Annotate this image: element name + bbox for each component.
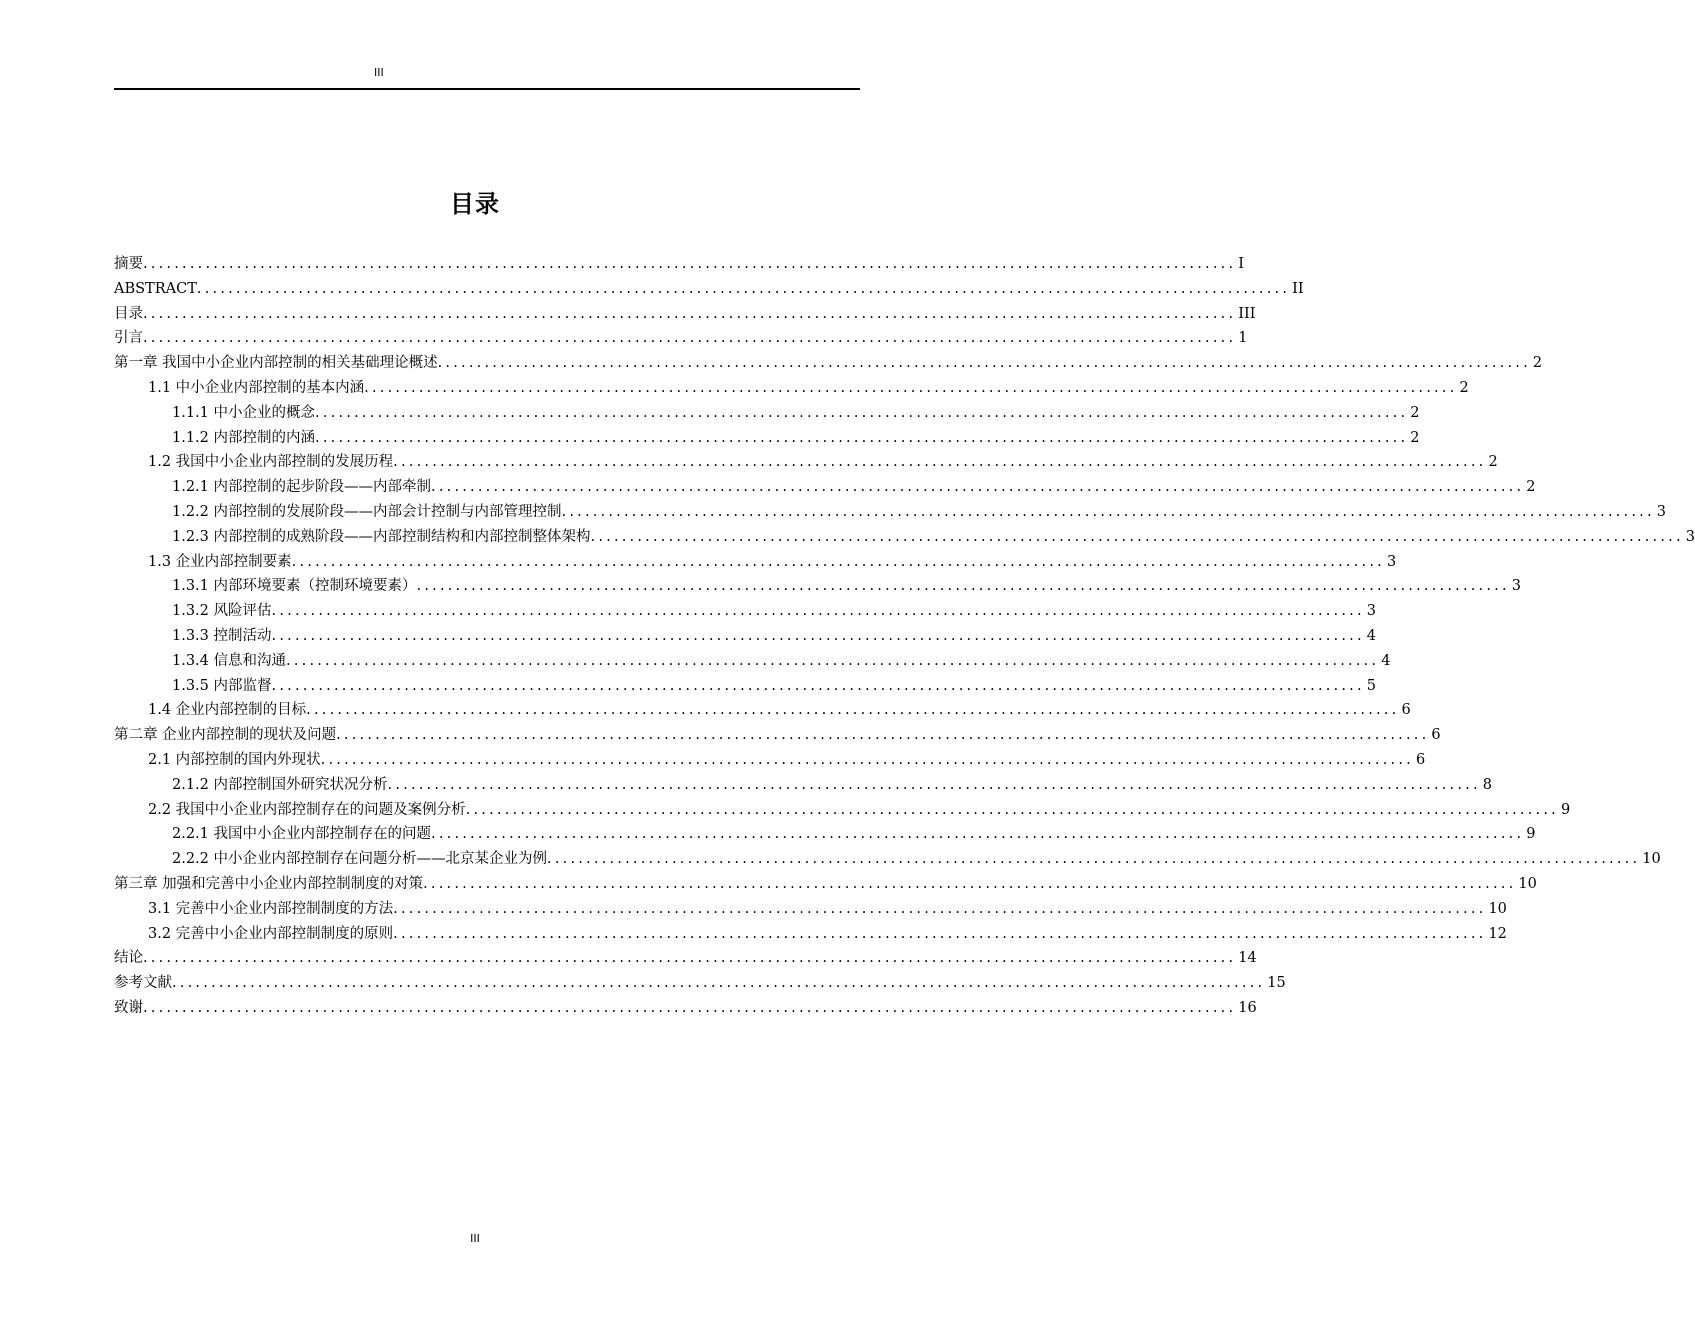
toc-leader-dots: ............................................................................................................................................ bbox=[393, 454, 1487, 471]
toc-entry[interactable] bbox=[114, 302, 1256, 327]
toc-entry-page: 2 bbox=[1488, 454, 1498, 471]
toc-entry[interactable] bbox=[114, 773, 1493, 798]
toc-entry-label: 1.3.1 内部环境要素（控制环境要素） bbox=[172, 578, 417, 595]
toc-entry-label: 1.3.3 控制活动 bbox=[172, 627, 272, 644]
toc-leader-dots: ............................................................................................................................................ bbox=[315, 429, 1409, 446]
toc-entry-page: 6 bbox=[1415, 751, 1426, 768]
toc-entry-page: 1 bbox=[1238, 330, 1248, 347]
toc-entry-page: 9 bbox=[1526, 826, 1536, 843]
toc-entry-label: 致谢 bbox=[114, 999, 143, 1016]
toc-entry-page: 10 bbox=[1518, 875, 1537, 892]
toc-entry[interactable] bbox=[114, 475, 1536, 500]
toc-entry-page: 15 bbox=[1267, 975, 1286, 992]
toc-entry[interactable] bbox=[114, 277, 1304, 302]
toc-entry-label: 第二章 企业内部控制的现状及问题 bbox=[114, 727, 337, 744]
toc-entry-page: 5 bbox=[1366, 677, 1377, 694]
toc-leader-dots: ............................................................................................................................................ bbox=[306, 702, 1400, 719]
toc-entry[interactable] bbox=[114, 922, 1507, 947]
toc-leader-dots: ............................................................................................................................................ bbox=[271, 603, 1365, 620]
page-header bbox=[114, 64, 860, 90]
toc-entry-label: 引言 bbox=[114, 330, 143, 347]
toc-leader-dots: ............................................................................................................................................ bbox=[393, 925, 1487, 942]
toc-entry-label: 1.3 企业内部控制要素 bbox=[148, 553, 292, 570]
toc-entry[interactable] bbox=[114, 624, 1377, 649]
toc-entry-page: 8 bbox=[1482, 776, 1493, 793]
header-page-label: III bbox=[374, 66, 384, 79]
toc-entry-page: 2 bbox=[1526, 479, 1536, 496]
toc-entry-label: 2.1 内部控制的国内外现状 bbox=[148, 751, 321, 768]
toc-leader-dots: ............................................................................................................................................ bbox=[590, 528, 1684, 545]
toc-entry-label: 1.2 我国中小企业内部控制的发展历程 bbox=[148, 454, 394, 471]
toc-entry[interactable] bbox=[114, 723, 1441, 748]
toc-entry-page: 12 bbox=[1488, 925, 1507, 942]
toc-entry[interactable] bbox=[114, 847, 1661, 872]
toc-entry-label: 1.1.1 中小企业的概念 bbox=[172, 404, 316, 421]
toc-entry-page: 16 bbox=[1238, 999, 1257, 1016]
toc-leader-dots: ............................................................................................................................................ bbox=[143, 950, 1237, 967]
toc-entry-label: 1.2.1 内部控制的起步阶段——内部牵制 bbox=[172, 479, 432, 496]
toc-entry[interactable] bbox=[114, 376, 1469, 401]
toc-entry-page: 3 bbox=[1685, 528, 1695, 545]
toc-entry-label: 2.2.1 我国中小企业内部控制存在的问题 bbox=[172, 826, 432, 843]
toc-leader-dots: ............................................................................................................................................ bbox=[437, 355, 1531, 372]
footer-page-label: III bbox=[470, 1232, 480, 1245]
toc-entry-label: 1.3.5 内部监督 bbox=[172, 677, 272, 694]
toc-entry-page: 4 bbox=[1366, 627, 1377, 644]
toc-leader-dots: ............................................................................................................................................ bbox=[143, 256, 1237, 272]
toc-leader-dots: ............................................................................................................................................ bbox=[431, 479, 1525, 496]
toc-entry-label: 1.3.4 信息和沟通 bbox=[172, 652, 287, 669]
toc-leader-dots: ............................................................................................................................................ bbox=[431, 826, 1525, 843]
page-title: 目录 bbox=[450, 190, 500, 218]
toc-entry-page: 9 bbox=[1560, 801, 1571, 818]
toc-entry-page: III bbox=[1238, 305, 1256, 322]
toc-entry-page: 10 bbox=[1642, 851, 1661, 868]
toc-entry-page: 6 bbox=[1401, 702, 1411, 719]
toc-entry-page: 2 bbox=[1459, 379, 1469, 396]
toc-entry-label: 3.2 完善中小企业内部控制制度的原则 bbox=[148, 925, 394, 942]
toc-entry-page: 3 bbox=[1366, 603, 1377, 620]
toc-entry-page: 2 bbox=[1410, 404, 1420, 421]
toc-entry-page: 3 bbox=[1656, 503, 1667, 520]
toc-entry-page: 3 bbox=[1386, 553, 1397, 570]
toc-entry[interactable] bbox=[114, 822, 1536, 847]
toc-entry-label: 参考文献 bbox=[114, 975, 172, 992]
toc-entry[interactable] bbox=[114, 252, 1245, 277]
toc-entry[interactable] bbox=[114, 872, 1537, 897]
toc-entry[interactable] bbox=[114, 971, 1286, 996]
table-of-contents bbox=[114, 252, 1695, 1021]
toc-entry[interactable] bbox=[114, 649, 1391, 674]
toc-leader-dots: ............................................................................................................................................ bbox=[172, 975, 1266, 992]
toc-entry[interactable] bbox=[114, 698, 1411, 723]
toc-entry-label: 1.3.2 风险评估 bbox=[172, 603, 272, 620]
toc-leader-dots: ............................................................................................................................................ bbox=[393, 900, 1487, 917]
toc-entry-label: 1.2.3 内部控制的成熟阶段——内部控制结构和内部控制整体架构 bbox=[172, 528, 591, 545]
toc-entry-label: 第一章 我国中小企业内部控制的相关基础理论概述 bbox=[114, 355, 438, 372]
toc-leader-dots: ............................................................................................................................................ bbox=[364, 379, 1458, 396]
toc-entry-label: 摘要 bbox=[114, 256, 143, 272]
toc-leader-dots: ............................................................................................................................................ bbox=[271, 627, 1365, 644]
toc-entry-label: 2.2 我国中小企业内部控制存在的问题及案例分析 bbox=[148, 801, 466, 818]
toc-leader-dots: ............................................................................................................................................ bbox=[143, 330, 1237, 347]
toc-leader-dots: ............................................................................................................................................ bbox=[291, 553, 1385, 570]
toc-entry-page: 4 bbox=[1381, 652, 1391, 669]
toc-entry[interactable] bbox=[114, 326, 1248, 351]
toc-entry-page: 10 bbox=[1488, 900, 1507, 917]
toc-entry-page: II bbox=[1292, 280, 1304, 297]
toc-leader-dots: ............................................................................................................................................ bbox=[561, 503, 1655, 520]
toc-entry[interactable] bbox=[114, 748, 1426, 773]
toc-leader-dots: ............................................................................................................................................ bbox=[387, 776, 1481, 793]
toc-entry-label: 1.1 中小企业内部控制的基本内涵 bbox=[148, 379, 365, 396]
toc-entry-label: 结论 bbox=[114, 950, 143, 967]
toc-entry[interactable] bbox=[114, 798, 1571, 823]
toc-leader-dots: ............................................................................................................................................ bbox=[423, 875, 1517, 892]
toc-leader-dots: ............................................................................................................................................ bbox=[547, 851, 1641, 868]
toc-entry[interactable] bbox=[114, 500, 1667, 525]
toc-leader-dots: ............................................................................................................................................ bbox=[143, 999, 1237, 1016]
toc-entry-page: 6 bbox=[1431, 727, 1441, 744]
toc-entry-label: 1.2.2 内部控制的发展阶段——内部会计控制与内部管理控制 bbox=[172, 503, 562, 520]
toc-entry[interactable] bbox=[114, 996, 1257, 1021]
toc-entry-page: 14 bbox=[1238, 950, 1257, 967]
toc-leader-dots: ............................................................................................................................................ bbox=[286, 652, 1380, 669]
toc-entry-label: 1.1.2 内部控制的内涵 bbox=[172, 429, 316, 446]
toc-leader-dots: ............................................................................................................................................ bbox=[320, 751, 1414, 768]
toc-entry-label: ABSTRACT bbox=[114, 280, 197, 297]
toc-leader-dots: ............................................................................................................................................ bbox=[416, 578, 1510, 595]
toc-entry-page: I bbox=[1238, 256, 1245, 272]
toc-leader-dots: ............................................................................................................................................ bbox=[465, 801, 1559, 818]
toc-leader-dots: ............................................................................................................................................ bbox=[196, 280, 1291, 297]
toc-entry-page: 2 bbox=[1410, 429, 1420, 446]
toc-entry-label: 2.1.2 内部控制国外研究状况分析 bbox=[172, 776, 388, 793]
toc-entry-label: 目录 bbox=[114, 305, 143, 322]
toc-entry[interactable] bbox=[114, 897, 1507, 922]
toc-entry[interactable] bbox=[114, 946, 1257, 971]
toc-entry[interactable] bbox=[114, 426, 1420, 451]
toc-entry[interactable] bbox=[114, 574, 1522, 599]
toc-leader-dots: ............................................................................................................................................ bbox=[143, 305, 1237, 322]
toc-leader-dots: ............................................................................................................................................ bbox=[315, 404, 1409, 421]
toc-entry[interactable] bbox=[114, 674, 1377, 699]
toc-entry-page: 2 bbox=[1532, 355, 1543, 372]
toc-entry-label: 第三章 加强和完善中小企业内部控制制度的对策 bbox=[114, 875, 424, 892]
toc-entry-label: 1.4 企业内部控制的目标 bbox=[148, 702, 307, 719]
toc-leader-dots: ............................................................................................................................................ bbox=[271, 677, 1365, 694]
toc-entry[interactable] bbox=[114, 599, 1377, 624]
toc-entry[interactable] bbox=[114, 351, 1543, 376]
toc-entry-page: 3 bbox=[1511, 578, 1522, 595]
toc-entry-label: 3.1 完善中小企业内部控制制度的方法 bbox=[148, 900, 394, 917]
toc-entry-label: 2.2.2 中小企业内部控制存在问题分析——北京某企业为例 bbox=[172, 851, 548, 868]
toc-entry[interactable] bbox=[114, 401, 1420, 426]
toc-entry[interactable] bbox=[114, 550, 1397, 575]
toc-entry[interactable] bbox=[114, 525, 1695, 550]
toc-leader-dots: ............................................................................................................................................ bbox=[336, 727, 1430, 744]
toc-entry[interactable] bbox=[114, 450, 1498, 475]
